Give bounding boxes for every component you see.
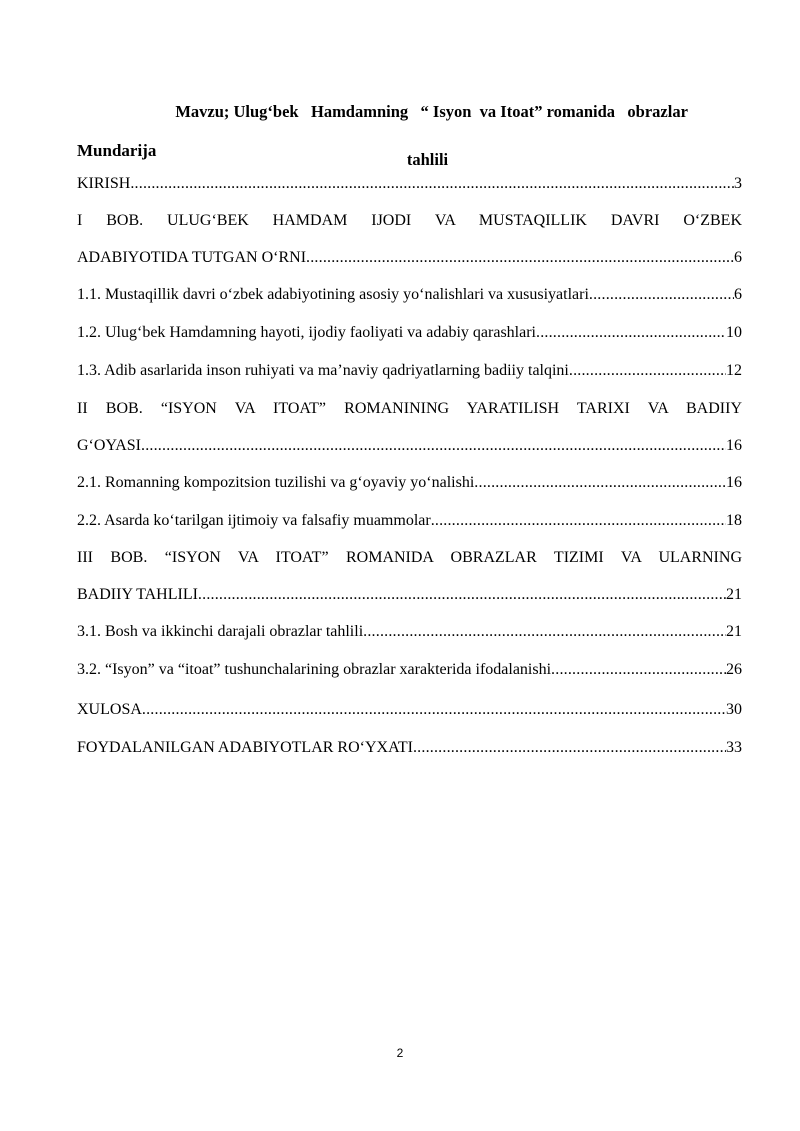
toc-entry-1-2 [77, 320, 742, 346]
toc-entry-kirish [77, 171, 742, 197]
toc-entry-page: 33 [726, 739, 742, 756]
toc-entry-text: 1.3. Adib asarlarida inson ruhiyati va ma’naviy qadriyatlarning badiiy talqini [77, 362, 569, 379]
toc-entry-text: ADABIYOTIDA TUTGAN O‘RNI [77, 249, 307, 266]
toc-entry-page: 21 [726, 586, 742, 603]
toc-heading: Mundarija [77, 141, 157, 160]
toc-entry-text: 1.2. Ulug‘bek Hamdamning hayoti, ijodiy faoliyati va adabiy qarashlari [77, 324, 536, 341]
dot-leader [551, 657, 726, 683]
dot-leader [130, 171, 734, 197]
toc-entry-page: 12 [726, 362, 742, 379]
toc-entry-xulosa [77, 697, 742, 723]
toc-entry-2-1 [77, 470, 742, 496]
dot-leader [141, 433, 726, 459]
toc-entry-bibliography [77, 735, 742, 761]
toc-entry-1-1 [77, 282, 742, 308]
toc-entry-page: 16 [726, 474, 742, 491]
toc-entry-text: FOYDALANILGAN ADABIYOTLAR RO‘YXATI [77, 739, 413, 756]
toc-entry-page: 6 [734, 286, 742, 303]
toc-entry-2-2 [77, 508, 742, 534]
toc-entry-page: 16 [726, 437, 742, 454]
toc-entry-page: 26 [726, 661, 742, 678]
dot-leader [431, 508, 726, 534]
toc-entry-chapter-2 [77, 396, 742, 459]
toc-entry-page: 10 [726, 324, 742, 341]
dot-leader [142, 697, 726, 723]
title-line-2: tahlili [406, 150, 449, 169]
toc-entry-3-1 [77, 619, 742, 645]
toc-entry-page: 30 [726, 701, 742, 718]
toc-entry-text: 2.1. Romanning kompozitsion tuzilishi va g‘oyaviy yo‘nalishi [77, 474, 475, 491]
dot-leader [306, 245, 734, 271]
dot-leader [474, 470, 726, 496]
toc-entry-text-line-1: II BOB. “ISYON VA ITOAT” ROMANINING YARATILISH TARIXI VA BADIIY [77, 400, 742, 417]
dot-leader [589, 282, 734, 308]
dot-leader [536, 320, 726, 346]
toc-entry-page: 6 [734, 249, 742, 266]
dot-leader [569, 358, 726, 384]
toc-entry-3-2 [77, 657, 742, 683]
toc-entry-text: 1.1. Mustaqillik davri o‘zbek adabiyotining asosiy yo‘nalishlari va xususiyatlari [77, 286, 589, 303]
toc-entry-page: 21 [726, 623, 742, 640]
toc-entry-text: XULOSA [77, 701, 142, 718]
toc-entry-text: BADIIY TAHLILI [77, 586, 198, 603]
dot-leader [198, 582, 726, 608]
dot-leader [413, 735, 726, 761]
toc-entry-chapter-3 [77, 545, 742, 608]
toc-entry-page: 3 [734, 175, 742, 192]
toc-entry-text-line-1: I BOB. ULUG‘BEK HAMDAM IJODI VA MUSTAQILLIK DAVRI O‘ZBEK [77, 212, 742, 229]
toc-entry-text: 3.2. “Isyon” va “itoat” tushunchalarining obrazlar xarakterida ifodalanishi [77, 661, 552, 678]
toc-entry-text: 3.1. Bosh va ikkinchi darajali obrazlar tahlili [77, 623, 364, 640]
title-line-1: Mavzu; Ulug‘bek Hamdamning “ Isyon va Itoat” romanida obrazlar [175, 102, 688, 121]
toc-entry-chapter-1 [77, 208, 742, 271]
dot-leader [363, 619, 726, 645]
toc-entry-text-line-1: III BOB. “ISYON VA ITOAT” ROMANIDA OBRAZLAR TIZIMI VA ULARNING [77, 549, 742, 566]
page-number: 2 [396, 1046, 404, 1060]
toc-entry-text: G‘OYASI [77, 437, 141, 454]
toc-entry-text: KIRISH [77, 175, 131, 192]
toc-entry-text: 2.2. Asarda ko‘tarilgan ijtimoiy va falsafiy muammolar [77, 512, 431, 529]
toc-entry-1-3 [77, 358, 742, 384]
toc-entry-page: 18 [726, 512, 742, 529]
